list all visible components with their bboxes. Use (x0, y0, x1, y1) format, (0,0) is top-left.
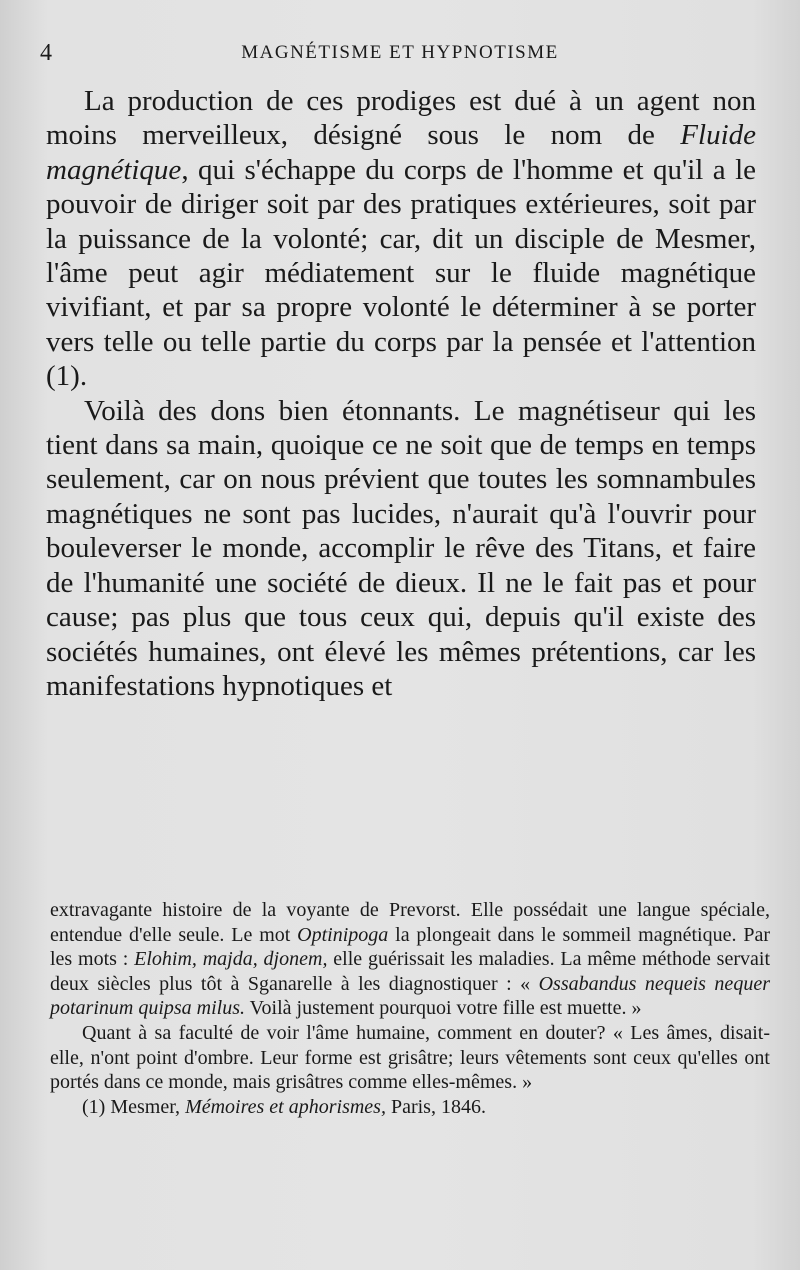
footnote-text: la plongeait dans le sommeil magnétique. Par les mots : (50, 923, 770, 971)
footnotes (50, 898, 770, 1119)
footnote-text: Paris, 1846. (385, 1095, 486, 1118)
footnote-text: extravagante histoire de la voyante de Prevorst. Elle possédait une langue spéciale, entendue d'elle seule. Le mot (50, 899, 770, 946)
page-number: 4 (40, 40, 52, 66)
paragraph-1 (46, 84, 756, 394)
footnote-reference (50, 1095, 770, 1120)
footnote-continuation (50, 898, 770, 1021)
page-header (40, 36, 760, 66)
main-text (46, 84, 756, 703)
footnote-italic: Elohim, majda, djonem, (134, 948, 328, 971)
paragraph-1-text-cont: , qui s'échappe du corps de l'homme et qu'il a le pouvoir de diriger soit par des pratiques extérieures, soit par la puissance de la volonté; car, dit un disciple de Mesmer, l'âme peut agir médiatement sur le fluide magnétique vivifiant, et par sa propre volonté le déterminer à se porter vers telle ou telle partie du corps par la pensée et l'attention (1). (46, 153, 756, 393)
footnote-paragraph: Quant à sa faculté de voir l'âme humaine, comment en douter? « Les âmes, disait-elle, n'ont point d'ombre. Leur forme est grisâtre; leurs vêtements sont ceux qu'elles ont portés dans ce monde, mais grisâtres comme elles-mêmes. » (50, 1021, 770, 1094)
footnote-italic: Mémoires et aphorismes, (185, 1095, 386, 1118)
running-head: MAGNÉTISME ET HYPNOTISME (241, 42, 559, 63)
footnote-italic: Optinipoga (297, 923, 389, 946)
footnote-text: (1) Mesmer, (82, 1095, 186, 1118)
footnote-text: elle guérissait les maladies. La même méthode servait deux siècles plus tôt à Sganarelle à les diagnostiquer : « (50, 948, 770, 995)
paragraph-1-italic: Fluide magnétique (46, 119, 756, 186)
paragraph-1-text: La production de ces prodiges est dué à un agent non moins merveilleux, désigné sous le nom de (46, 85, 756, 152)
footnote-italic: Ossabandus nequeis nequer potarinum quipsa milus. (50, 972, 770, 1020)
footnote-text: Voilà justement pourquoi votre fille est muette. » (245, 997, 642, 1020)
paragraph-2: Voilà des dons bien étonnants. Le magnétiseur qui les tient dans sa main, quoique ce ne soit que de temps en temps seulement, car on nous prévient que toutes les somnambules magnétiques ne sont pas lucides, n'aurait qu'à l'ouvrir pour bouleverser le monde, accomplir le rêve des Titans, et faire de l'humanité une société de dieux. Il ne le fait pas et pour cause; pas plus que tous ceux qui, depuis qu'il existe des sociétés humaines, ont élevé les mêmes prétentions, car les manifestations hypnotiques et (46, 394, 756, 702)
